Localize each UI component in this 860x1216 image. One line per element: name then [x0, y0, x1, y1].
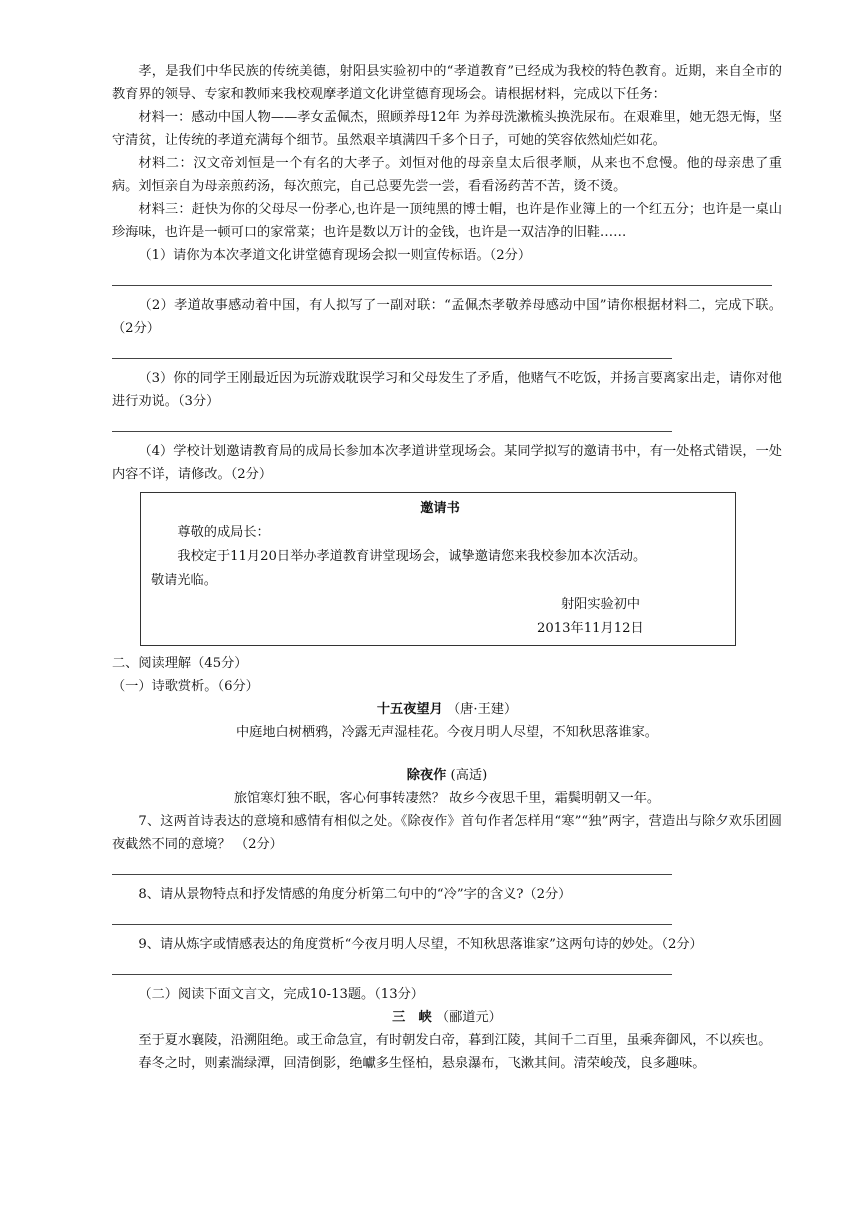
section-2-heading: 二、阅读理解（45分）	[112, 656, 248, 671]
answer-line-8[interactable]	[112, 914, 672, 925]
answer-line-9[interactable]	[112, 964, 672, 975]
wenyan-title: 三 峡	[392, 1010, 432, 1025]
poem-2-title: 除夜作	[406, 768, 447, 783]
question-3: （3）你的同学王刚最近因为玩游戏耽误学习和父母发生了矛盾，他赌气不吃饭，并扬言要离家出走，请你对他进行劝说。（3分）	[112, 371, 782, 409]
invitation-date: 2013年11月12日	[537, 621, 644, 636]
poem-2-author: (高适)	[450, 768, 488, 783]
question-4: （4）学校计划邀请教育局的成局长参加本次孝道讲堂现场会。某同学拟写的邀请书中，有一处格式错误，一处内容不详，请修改。（2分）	[112, 444, 782, 482]
intro-paragraph: 孝，是我们中华民族的传统美德，射阳县实验初中的“孝道教育”已经成为我校的特色教育。近期，来自全市的教育界的领导、专家和教师来我校观摩孝道文化讲堂德育现场会。请根据材料，完成以下任务：	[112, 64, 782, 102]
answer-line-2[interactable]	[112, 348, 672, 359]
invitation-closing: 敬请光临。	[151, 573, 217, 588]
question-9: 9、请从炼字或情感表达的角度赏析“今夜月明人尽望，不知秋思落谁家”这两句诗的妙处。（2分）	[138, 937, 703, 952]
poem-2-text: 旅馆寒灯独不眠，客心何事转凄然？ 故乡今夜思千里，霜鬓明朝又一年。	[233, 791, 661, 806]
poem-1-title: 十五夜望月	[376, 702, 443, 717]
material-1: 材料一：感动中国人物——孝女孟佩杰，照顾养母12年 为养母洗漱梳头换洗尿布。在艰难里，她无怨无悔，坚守清贫，让传统的孝道充满每个细节。虽然艰辛填满四千多个日子，可她的笑容依然灿烂如花。	[112, 110, 782, 148]
answer-line-3[interactable]	[112, 421, 672, 432]
invitation-body: 我校定于11月20日举办孝道教育讲堂现场会，诚挚邀请您来我校参加本次活动。	[177, 549, 647, 564]
invitation-signer: 射阳实验初中	[561, 597, 641, 612]
wenyan-paragraph-1: 至于夏水襄陵，沿溯阻绝。或王命急宣，有时朝发白帝，暮到江陵，其间千二百里，虽乘奔御风，不以疾也。	[138, 1033, 772, 1048]
question-1: （1）请你为本次孝道文化讲堂德育现场会拟一则宣传标语。（2分）	[138, 248, 532, 263]
question-2: （2）孝道故事感动着中国，有人拟写了一副对联：“孟佩杰孝敬养母感动中国”请你根据材料二，完成下联。 （2分）	[112, 298, 782, 336]
wenyan-paragraph-2: 春冬之时，则素湍绿潭，回清倒影，绝巘多生怪柏，悬泉瀑布，飞漱其间。清荣峻茂，良多趣味。	[138, 1056, 706, 1071]
exam-page	[112, 60, 782, 1075]
poem-1-author: （唐·王建）	[447, 702, 518, 717]
invitation-title: 邀请书	[420, 501, 460, 516]
material-2: 材料二：汉文帝刘恒是一个有名的大孝子。刘恒对他的母亲皇太后很孝顺，从来也不怠慢。他的母亲患了重病。刘恒亲自为母亲煎药汤，每次煎完，自己总要先尝一尝，看看汤药苦不苦，烫不烫。	[112, 156, 782, 194]
poem-2-title-line	[112, 764, 782, 787]
answer-line-1[interactable]	[112, 275, 772, 286]
invitation-salutation: 尊敬的成局长：	[177, 525, 270, 540]
poem-1-title-line	[112, 698, 782, 721]
invitation-box	[140, 492, 736, 646]
subsection-wenyan-heading: （二）阅读下面文言文，完成10-13题。（13分）	[138, 987, 424, 1002]
question-8: 8、请从景物特点和抒发情感的角度分析第二句中的“冷”字的含义?（2分）	[138, 887, 572, 902]
wenyan-author: （郦道元）	[435, 1010, 502, 1025]
question-7: 7、这两首诗表达的意境和感情有相似之处。《除夜作》首句作者怎样用“寒”“独”两字，营造出与除夕欢乐团圆夜截然不同的意境？ （2分）	[112, 814, 782, 852]
poem-1-text: 中庭地白树栖鸦，冷露无声湿桂花。今夜月明人尽望，不知秋思落谁家。	[236, 725, 658, 740]
subsection-poetry-heading: （一）诗歌赏析。（6分）	[112, 679, 259, 694]
material-3: 材料三：赶快为你的父母尽一份孝心,也许是一顶纯黑的博士帽，也许是作业簿上的一个红五分；也许是一桌山珍海味，也许是一顿可口的家常菜；也许是数以万计的金钱，也许是一双洁净的旧鞋……	[112, 202, 782, 240]
answer-line-7[interactable]	[112, 864, 672, 875]
wenyan-title-line	[112, 1006, 782, 1029]
